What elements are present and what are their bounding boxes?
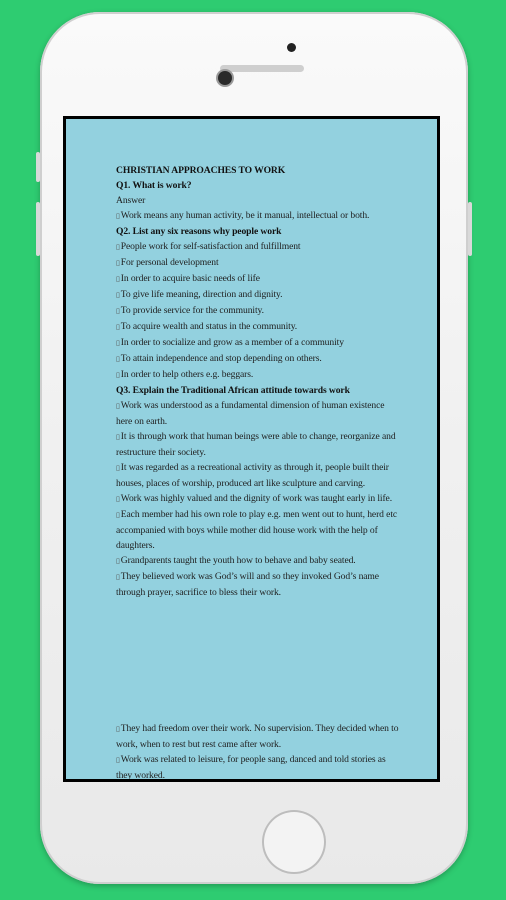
heading-line: Q2. List any six reasons why people work	[116, 226, 282, 237]
phone-screen	[63, 116, 440, 782]
bullet-line: ▯ To acquire wealth and status in the community.	[116, 319, 401, 335]
sensor-dot	[287, 43, 296, 52]
text-line: Answer	[116, 195, 146, 206]
bullet-line: ▯ To give life meaning, direction and dignity.	[116, 287, 401, 303]
bullet-line: ▯ It was regarded as a recreational activity as through it, people built their houses, places of worship, produced art like sculpture and carving.	[116, 460, 401, 491]
document-text-continued	[116, 721, 401, 779]
bullet-line: ▯ To provide service for the community.	[116, 303, 401, 319]
bullet-line: ▯ In order to socialize and grow as a member of a community	[116, 335, 401, 351]
bullet-line: ▯ Work was related to leisure, for people sang, danced and told stories as they worked.	[116, 752, 401, 779]
document-text	[116, 163, 401, 600]
volume-down-button	[36, 202, 40, 256]
bullet-line: ▯ In order to acquire basic needs of life	[116, 271, 401, 287]
front-camera-icon	[218, 71, 232, 85]
bullet-line: ▯ To attain independence and stop depending on others.	[116, 351, 401, 367]
heading-line: CHRISTIAN APPROACHES TO WORK	[116, 165, 286, 176]
home-button[interactable]	[262, 810, 326, 874]
power-button	[468, 202, 472, 256]
heading-line: Q1. What is work?	[116, 180, 192, 191]
bullet-line: ▯ It is through work that human beings were able to change, reorganize and restructure their society.	[116, 429, 401, 460]
bullet-line: ▯ In order to help others e.g. beggars.	[116, 367, 401, 383]
bullet-line: ▯ Each member had his own role to play e.g. men went out to hunt, herd etc accompanied with boys while mother did house work with the help of daughters.	[116, 507, 401, 553]
volume-up-button	[36, 152, 40, 182]
bullet-line: ▯ Work was understood as a fundamental dimension of human existence here on earth.	[116, 398, 401, 429]
heading-line: Q3. Explain the Traditional African attitude towards work	[116, 385, 350, 396]
bullet-line: ▯ They had freedom over their work. No supervision. They decided when to work, when to rest but rest came after work.	[116, 721, 401, 752]
bullet-line: ▯ Work means any human activity, be it manual, intellectual or both.	[116, 208, 401, 224]
bullet-line: ▯ Grandparents taught the youth how to behave and baby seated.	[116, 553, 401, 569]
speaker-grille	[220, 65, 304, 72]
bullet-line: ▯ Work was highly valued and the dignity of work was taught early in life.	[116, 491, 401, 507]
bullet-line: ▯ They believed work was God’s will and so they invoked God’s name through prayer, sacrifice to bless their work.	[116, 569, 401, 600]
bullet-line: ▯ People work for self-satisfaction and fulfillment	[116, 239, 401, 255]
bullet-line: ▯ For personal development	[116, 255, 401, 271]
document-page[interactable]	[66, 119, 437, 779]
